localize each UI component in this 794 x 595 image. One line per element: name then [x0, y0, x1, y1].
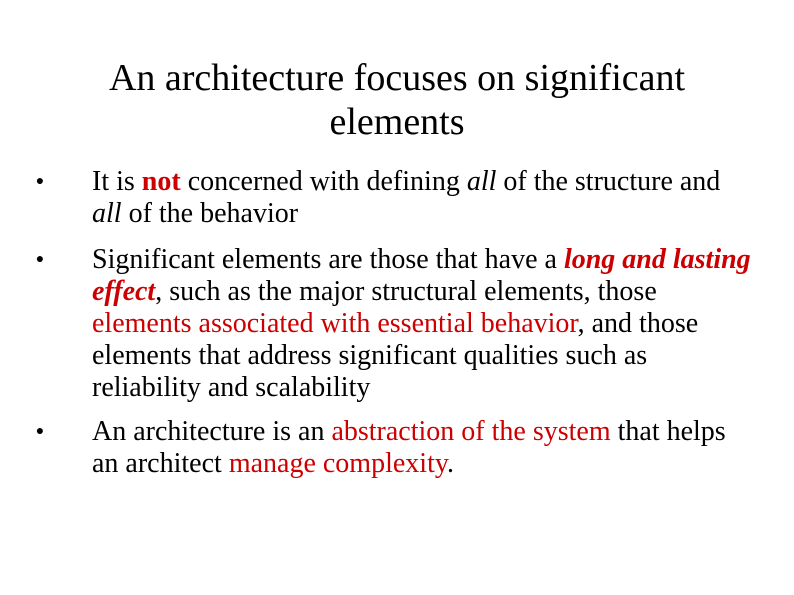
bullet-text: It is — [92, 166, 142, 197]
bullet-text: An architecture is an — [92, 416, 332, 447]
bullet-list — [35, 166, 752, 492]
emphasis-all: all — [466, 166, 497, 197]
bullet-text: of the structure and — [496, 166, 721, 197]
bullet-text: Significant elements are those that have a — [92, 244, 564, 275]
emphasis-long-lasting: long and lasting effect — [92, 244, 751, 307]
bullet-item — [35, 244, 752, 404]
bullet-dot-icon: ● — [35, 252, 45, 267]
emphasis-all: all — [92, 198, 122, 229]
bullet-text: concerned with defining — [180, 166, 467, 197]
emphasis-manage-complexity: manage complexity — [228, 448, 448, 479]
emphasis-not: not — [141, 166, 181, 197]
emphasis-abstraction: abstraction of the system — [331, 416, 611, 447]
slide-title: An architecture focuses on significant elements — [108, 57, 686, 143]
bullet-text: that helps an architect — [92, 416, 726, 479]
bullet-text: . — [447, 448, 455, 479]
bullet-dot-icon: ● — [35, 424, 45, 439]
bullet-text: of the behavior — [121, 198, 299, 229]
bullet-text: , and those elements that address significant qualities such as reliability and scalability — [92, 308, 699, 403]
emphasis-essential-behavior: elements associated with essential behavior — [92, 308, 578, 339]
bullet-dot-icon: ● — [35, 174, 45, 189]
bullet-item — [35, 416, 752, 480]
bullet-text: , such as the major structural elements, those — [155, 276, 657, 307]
bullet-item — [35, 166, 752, 230]
